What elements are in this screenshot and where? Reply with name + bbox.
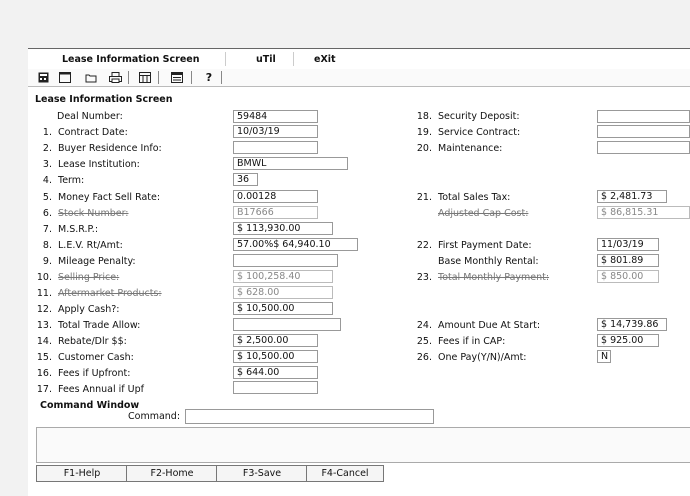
security-deposit-label: Security Deposit: xyxy=(438,111,520,122)
base-monthly-field[interactable]: $ 801.89 xyxy=(597,254,659,267)
f3-save-button[interactable]: F3-Save xyxy=(216,465,308,482)
field-number: 24. xyxy=(416,320,432,331)
mileage-penalty-field[interactable] xyxy=(233,254,338,267)
field-number: 6. xyxy=(42,208,52,219)
rebate-field[interactable]: $ 2,500.00 xyxy=(233,334,318,347)
toolbar xyxy=(28,69,690,87)
sales-tax-field[interactable]: $ 2,481.73 xyxy=(597,190,667,203)
toolbar-divider xyxy=(158,71,159,84)
total-monthly-field[interactable]: $ 850.00 xyxy=(597,270,659,283)
contract-date-label: Contract Date: xyxy=(58,127,128,138)
msrp-field[interactable]: $ 113,930.00 xyxy=(233,222,333,235)
trade-allow-field[interactable] xyxy=(233,318,341,331)
window-icon[interactable] xyxy=(58,71,72,83)
service-contract-label: Service Contract: xyxy=(438,127,521,138)
section-title: Lease Information Screen xyxy=(35,94,173,105)
field-number: 20. xyxy=(416,143,432,154)
first-payment-label: First Payment Date: xyxy=(438,240,532,251)
lease-institution-field[interactable]: BMWL xyxy=(233,157,348,170)
help-icon[interactable]: ? xyxy=(205,70,213,84)
field-number: 17. xyxy=(36,384,52,395)
adjusted-cap-cost-label: Adjusted Cap Cost: xyxy=(438,208,529,219)
field-number: 2. xyxy=(42,143,52,154)
money-factor-label: Money Fact Sell Rate: xyxy=(58,192,161,203)
field-number: 16. xyxy=(36,368,52,379)
selling-price-field[interactable]: $ 100,258.40 xyxy=(233,270,333,283)
total-monthly-label: Total Monthly Payment: xyxy=(438,272,550,283)
command-label: Command: xyxy=(128,411,181,422)
deal-number-label: Deal Number: xyxy=(57,111,123,122)
fees-cap-field[interactable]: $ 925.00 xyxy=(597,334,659,347)
fees-annual-field[interactable] xyxy=(233,381,318,394)
calculator-icon[interactable] xyxy=(36,71,50,83)
menu-divider xyxy=(293,52,294,66)
money-factor-field[interactable]: 0.00128 xyxy=(233,190,318,203)
rebate-label: Rebate/Dlr $$: xyxy=(58,336,127,347)
service-contract-field[interactable] xyxy=(597,125,690,138)
first-payment-field[interactable]: 11/03/19 xyxy=(597,238,659,251)
menu-exit[interactable]: eXit xyxy=(314,54,336,65)
field-number: 26. xyxy=(416,352,432,363)
fees-upfront-field[interactable]: $ 644.00 xyxy=(233,366,318,379)
field-number: 7. xyxy=(42,224,52,235)
function-key-bar xyxy=(28,464,690,486)
grid-icon[interactable] xyxy=(138,71,152,83)
menu-divider xyxy=(225,52,226,66)
form-icon[interactable] xyxy=(170,71,184,83)
menu-screen-title: Lease Information Screen xyxy=(62,54,200,65)
term-label: Term: xyxy=(58,175,85,186)
apply-cash-field[interactable]: $ 10,500.00 xyxy=(233,302,333,315)
field-number: 14. xyxy=(36,336,52,347)
security-deposit-field[interactable] xyxy=(597,110,690,123)
field-number: 13. xyxy=(36,320,52,331)
contract-date-field[interactable]: 10/03/19 xyxy=(233,125,318,138)
field-number: 21. xyxy=(416,192,432,203)
field-number: 10. xyxy=(36,272,52,283)
lease-institution-label: Lease Institution: xyxy=(58,159,140,170)
selling-price-label: Selling Price: xyxy=(58,272,120,283)
f2-home-button[interactable]: F2-Home xyxy=(126,465,218,482)
field-number: 11. xyxy=(36,288,52,299)
term-field[interactable]: 36 xyxy=(233,173,258,186)
fees-annual-label: Fees Annual if Upf xyxy=(58,384,144,395)
menu-bar xyxy=(28,48,690,70)
command-input[interactable] xyxy=(185,409,434,424)
field-number: 5. xyxy=(42,192,52,203)
lev-label: L.E.V. Rt/Amt: xyxy=(58,240,123,251)
toolbar-divider xyxy=(221,71,222,84)
print-icon[interactable] xyxy=(108,71,122,83)
field-number: 15. xyxy=(36,352,52,363)
field-number: 8. xyxy=(42,240,52,251)
command-window-title: Command Window xyxy=(40,400,140,411)
lease-screen xyxy=(28,48,690,496)
deal-number-field[interactable]: 59484 xyxy=(233,110,318,123)
field-number: 3. xyxy=(42,159,52,170)
open-folder-icon[interactable] xyxy=(84,71,98,83)
field-number: 1. xyxy=(42,127,52,138)
toolbar-divider xyxy=(128,71,129,84)
mileage-penalty-label: Mileage Penalty: xyxy=(58,256,136,267)
field-number: 22. xyxy=(416,240,432,251)
lev-field[interactable]: 57.00%$ 64,940.10 xyxy=(233,238,358,251)
customer-cash-label: Customer Cash: xyxy=(58,352,134,363)
one-pay-field[interactable]: N xyxy=(597,350,611,363)
customer-cash-field[interactable]: $ 10,500.00 xyxy=(233,350,318,363)
stock-number-field[interactable]: B17666 xyxy=(233,206,318,219)
one-pay-label: One Pay(Y/N)/Amt: xyxy=(438,352,527,363)
maintenance-field[interactable] xyxy=(597,141,690,154)
base-monthly-label: Base Monthly Rental: xyxy=(438,256,539,267)
amount-due-label: Amount Due At Start: xyxy=(438,320,541,331)
f1-help-button[interactable]: F1-Help xyxy=(36,465,128,482)
aftermarket-field[interactable]: $ 628.00 xyxy=(233,286,333,299)
stock-number-label: Stock Number: xyxy=(58,208,129,219)
command-output-area xyxy=(36,427,690,463)
field-number: 9. xyxy=(42,256,52,267)
field-number: 23. xyxy=(416,272,432,283)
maintenance-label: Maintenance: xyxy=(438,143,503,154)
msrp-label: M.S.R.P.: xyxy=(58,224,99,235)
field-number: 4. xyxy=(42,175,52,186)
menu-util[interactable]: uTil xyxy=(256,54,276,65)
field-number: 12. xyxy=(36,304,52,315)
adjusted-cap-cost-field[interactable]: $ 86,815.31 xyxy=(597,206,690,219)
field-number: 25. xyxy=(416,336,432,347)
buyer-residence-label: Buyer Residence Info: xyxy=(58,143,162,154)
trade-allow-label: Total Trade Allow: xyxy=(58,320,141,331)
buyer-residence-field[interactable] xyxy=(233,141,318,154)
field-number: 18. xyxy=(416,111,432,122)
fees-cap-label: Fees if in CAP: xyxy=(438,336,506,347)
aftermarket-label: Aftermarket Products: xyxy=(58,288,162,299)
fees-upfront-label: Fees if Upfront: xyxy=(58,368,131,379)
toolbar-divider xyxy=(191,71,192,84)
amount-due-field[interactable]: $ 14,739.86 xyxy=(597,318,667,331)
apply-cash-label: Apply Cash?: xyxy=(58,304,120,315)
sales-tax-label: Total Sales Tax: xyxy=(438,192,511,203)
f4-cancel-button[interactable]: F4-Cancel xyxy=(306,465,384,482)
field-number: 19. xyxy=(416,127,432,138)
